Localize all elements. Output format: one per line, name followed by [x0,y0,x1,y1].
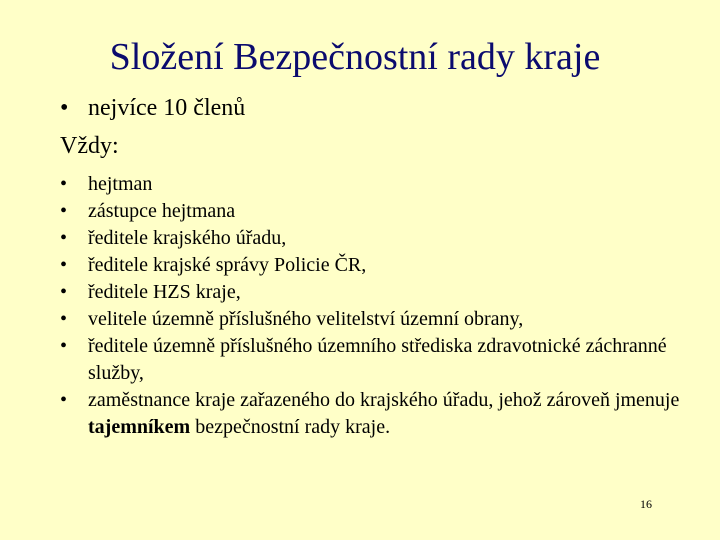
list-item [60,171,680,198]
page-number: 16 [640,497,652,511]
bullet-marker: • [60,200,68,222]
list-item-text: zástupce hejtmana [88,200,236,222]
bullet-marker: • [60,173,68,195]
intro-bullet-text: nejvíce 10 členů [88,95,246,121]
list-item-text: ředitele krajské správy Policie ČR, [88,254,367,276]
always-label: Vždy: [60,133,119,159]
list-item [60,225,680,252]
intro-bullet [60,93,245,123]
list-item-text-bold: tajemníkem [88,416,191,438]
bullet-marker: • [60,389,68,411]
bullet-marker: • [60,95,69,121]
list-item-secretary [60,387,680,441]
list-item-text: hejtman [88,173,153,195]
list-item [60,252,680,279]
list-item-text-before: zaměstnance kraje zařazeného do krajského úřadu, jehož zároveň jmenuje [88,389,680,411]
list-item-text: ředitele HZS kraje, [88,281,241,303]
list-item-text: ředitele územně příslušného územního střediska zdravotnické záchranné služby, [88,335,667,384]
bullet-marker: • [60,227,68,249]
member-list [60,171,680,441]
bullet-marker: • [60,254,68,276]
bullet-marker: • [60,281,68,303]
list-item [60,333,680,387]
list-item-text-after: bezpečnostní rady kraje. [190,416,391,438]
list-item [60,306,680,333]
list-item [60,198,680,225]
bullet-marker: • [60,308,68,330]
bullet-marker: • [60,335,68,357]
list-item [60,279,680,306]
list-item-text: ředitele krajského úřadu, [88,227,287,249]
slide-title: Složení Bezpečnostní rady kraje [109,36,601,78]
list-item-text: velitele územně příslušného velitelství územní obrany, [88,308,524,330]
